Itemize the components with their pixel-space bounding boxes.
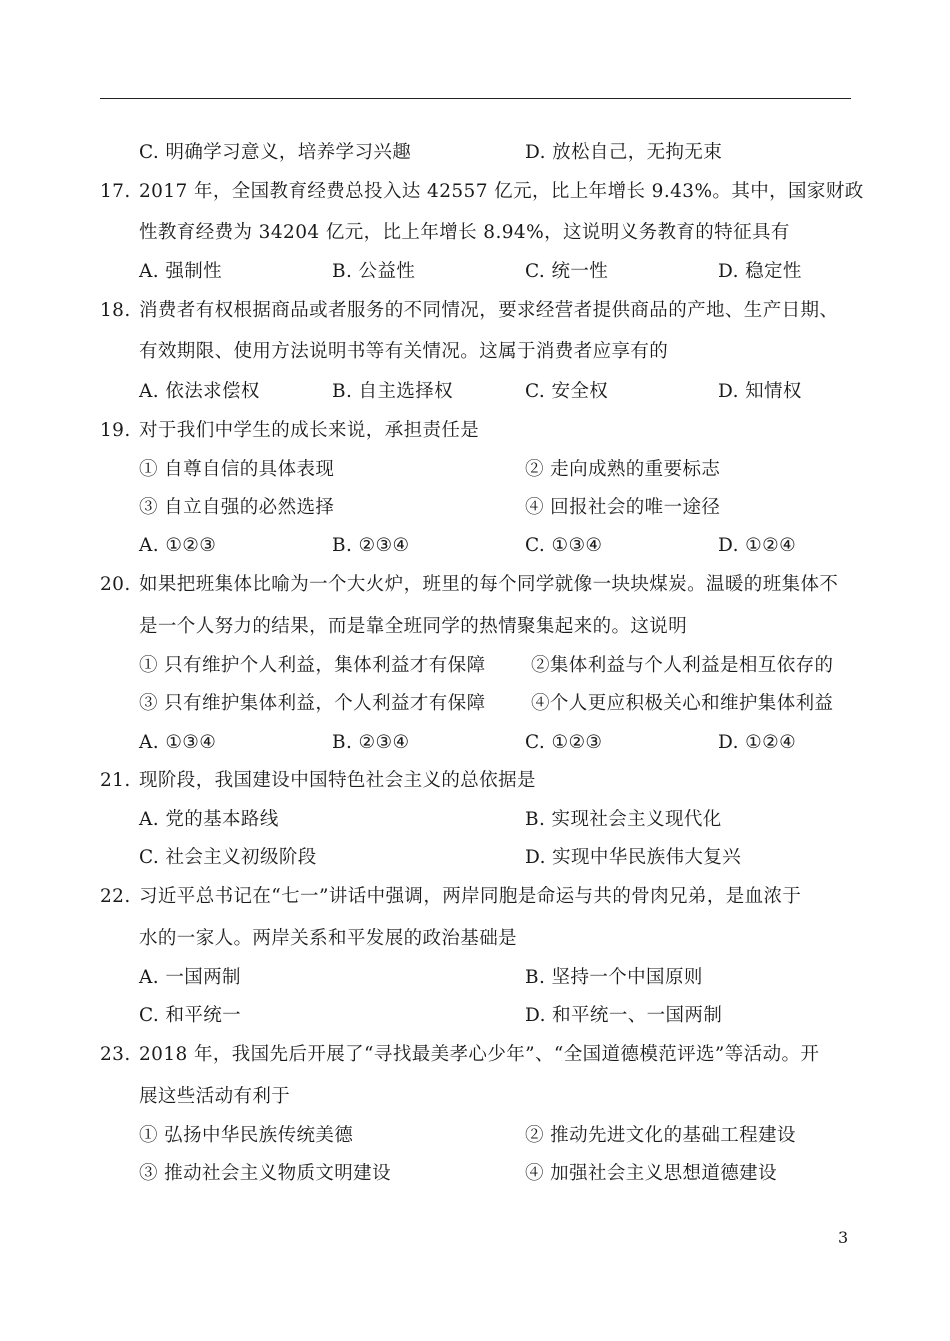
q21-options-row-2	[139, 843, 859, 873]
q19-option-c: C. ①③④	[525, 535, 603, 556]
page-number: 3	[838, 1228, 849, 1247]
q17-option-a: A. 强制性	[139, 261, 223, 282]
q23-item-4: ④ 加强社会主义思想道德建设	[525, 1163, 777, 1184]
question-number: 20.	[100, 574, 131, 595]
q18-option-a: A. 依法求偿权	[139, 381, 260, 402]
q22-options-row-1	[139, 963, 859, 993]
q17-stem	[100, 177, 864, 207]
q17-stem-line-2: 性教育经费为 34204 亿元，比上年增长 8.94%，这说明义务教育的特征具有	[139, 222, 790, 243]
q21-stem-line-1: 现阶段，我国建设中国特色社会主义的总依据是	[139, 770, 536, 791]
q18-option-c: C. 安全权	[525, 381, 609, 402]
q21-option-a: A. 党的基本路线	[139, 809, 279, 830]
q19-items-row-2	[139, 493, 859, 523]
q19-item-4: ④ 回报社会的唯一途径	[525, 497, 721, 518]
q20-stem	[100, 570, 860, 600]
q23-item-3: ③ 推动社会主义物质文明建设	[139, 1163, 391, 1184]
q19-options-row	[139, 531, 859, 561]
q23-stem	[100, 1040, 860, 1070]
q16-option-c: C. 明确学习意义，培养学习兴趣	[139, 142, 412, 163]
q17-option-d: D. 稳定性	[718, 261, 802, 282]
q18-stem-line-2: 有效期限、使用方法说明书等有关情况。这属于消费者应享有的	[139, 341, 669, 362]
q20-item-1: ① 只有维护个人利益，集体利益才有保障	[139, 655, 486, 676]
q18-option-b: B. 自主选择权	[332, 381, 454, 402]
q20-option-a: A. ①③④	[139, 732, 217, 753]
q19-stem-line-1: 对于我们中学生的成长来说，承担责任是	[139, 420, 480, 441]
q23-items-row-2	[139, 1159, 859, 1189]
q22-stem	[100, 882, 860, 912]
q19-item-2: ② 走向成熟的重要标志	[525, 459, 721, 480]
q20-option-b: B. ②③④	[332, 732, 410, 753]
question-number: 23.	[100, 1044, 131, 1065]
q17-option-c: C. 统一性	[525, 261, 609, 282]
q20-stem-line-1: 如果把班集体比喻为一个大火炉，班里的每个同学就像一块块煤炭。温暖的班集体不	[139, 574, 839, 595]
q19-item-3: ③ 自立自强的必然选择	[139, 497, 335, 518]
q23-stem-line-1: 2018 年，我国先后开展了“寻找最美孝心少年”、“全国道德模范评选”等活动。开	[139, 1044, 820, 1065]
q22-option-a: A. 一国两制	[139, 967, 241, 988]
header-rule	[100, 98, 851, 99]
q20-option-d: D. ①②④	[718, 732, 797, 753]
q22-option-d: D. 和平统一、一国两制	[525, 1005, 723, 1026]
q20-item-2: ②集体利益与个人利益是相互依存的	[531, 655, 834, 676]
q23-item-2: ② 推动先进文化的基础工程建设	[525, 1125, 796, 1146]
q19-stem	[100, 416, 860, 446]
q23-item-1: ① 弘扬中华民族传统美德	[139, 1125, 354, 1146]
q19-items-row-1	[139, 455, 859, 485]
q18-stem-line-1: 消费者有权根据商品或者服务的不同情况，要求经营者提供商品的产地、生产日期、	[139, 300, 839, 321]
q22-stem-line-2: 水的一家人。两岸关系和平发展的政治基础是	[139, 928, 518, 949]
q22-options-row-2	[139, 1001, 859, 1031]
question-number: 22.	[100, 886, 131, 907]
q20-option-c: C. ①②③	[525, 732, 603, 753]
q21-options-row-1	[139, 805, 859, 835]
q16-option-d: D. 放松自己，无拘无束	[525, 142, 723, 163]
q21-option-d: D. 实现中华民族伟大复兴	[525, 847, 742, 868]
q21-stem	[100, 766, 860, 796]
q19-option-b: B. ②③④	[332, 535, 410, 556]
q19-option-d: D. ①②④	[718, 535, 797, 556]
q22-stem-line-1: 习近平总书记在“七一”讲话中强调，两岸同胞是命运与共的骨肉兄弟，是血浓于	[139, 886, 802, 907]
q20-stem-line-2: 是一个人努力的结果，而是靠全班同学的热情聚集起来的。这说明	[139, 616, 688, 637]
q19-item-1: ① 自尊自信的具体表现	[139, 459, 335, 480]
q20-item-3: ③ 只有维护集体利益，个人利益才有保障	[139, 693, 486, 714]
q17-options-row	[139, 257, 859, 287]
q22-option-c: C. 和平统一	[139, 1005, 242, 1026]
q19-option-a: A. ①②③	[139, 535, 217, 556]
q20-items-row-1	[139, 651, 859, 681]
question-number: 21.	[100, 770, 131, 791]
question-number: 17.	[100, 181, 131, 202]
q20-options-row	[139, 728, 859, 758]
q18-option-d: D. 知情权	[718, 381, 802, 402]
question-number: 18.	[100, 300, 131, 321]
q21-option-b: B. 实现社会主义现代化	[525, 809, 722, 830]
q16-options-row	[139, 138, 859, 168]
q18-options-row	[139, 377, 859, 407]
q17-option-b: B. 公益性	[332, 261, 416, 282]
q20-item-4: ④个人更应积极关心和维护集体利益	[531, 693, 834, 714]
q23-stem-line-2: 展这些活动有利于	[139, 1086, 291, 1107]
q21-option-c: C. 社会主义初级阶段	[139, 847, 317, 868]
q18-stem	[100, 296, 860, 326]
q22-option-b: B. 坚持一个中国原则	[525, 967, 703, 988]
q17-stem-line-1: 2017 年，全国教育经费总投入达 42557 亿元，比上年增长 9.43%。其中，国家财政	[139, 181, 864, 202]
q23-items-row-1	[139, 1121, 859, 1151]
question-number: 19.	[100, 420, 131, 441]
q20-items-row-2	[139, 689, 859, 719]
